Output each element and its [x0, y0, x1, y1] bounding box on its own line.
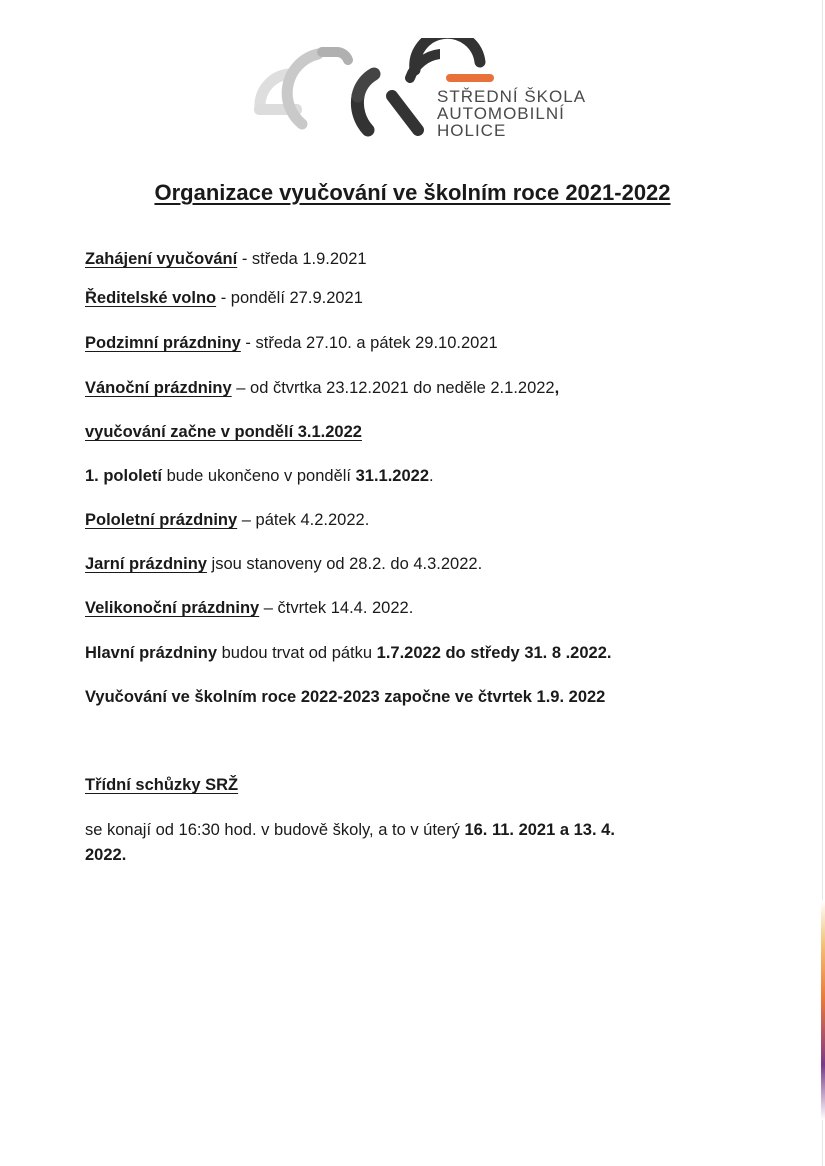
item-bold-start: Hlavní prázdniny [85, 644, 218, 662]
item-first-term-end [85, 467, 745, 486]
meetings-heading: Třídní schůzky SRŽ [85, 776, 239, 794]
meetings-text-line [85, 821, 745, 840]
item-bold-start: Vyučování ve školním roce 2022-2023 započne ve čtvrtek 1.9. 2022 [85, 688, 606, 706]
item-label: Ředitelské volno [85, 289, 217, 307]
item-start [85, 250, 745, 269]
item-spring-holidays [85, 555, 745, 574]
item-autumn-holidays [85, 334, 745, 353]
item-easter-holidays [85, 599, 745, 618]
item-label: Zahájení vyučování [85, 250, 238, 268]
meetings-dates: 16. 11. 2021 a 13. 4. [464, 821, 615, 839]
item-text: bude ukončeno v pondělí [162, 467, 356, 485]
meetings-text-line-2 [85, 846, 745, 865]
item-text: budou trvat od pátku [217, 644, 377, 662]
logo-line-1: STŘEDNÍ ŠKOLA [437, 87, 587, 106]
item-text: - středa 27.10. a pátek 29.10.2021 [240, 334, 498, 352]
item-text: - středa 1.9.2021 [237, 250, 367, 268]
item-text: – pátek 4.2.2022. [237, 511, 370, 529]
item-label: vyučování začne v pondělí 3.1.2022 [85, 423, 362, 441]
scan-color-strip [821, 900, 825, 1120]
item-label: Jarní prázdniny [85, 555, 207, 573]
item-bold-end: 1.7.2022 do středy 31. 8 .2022. [376, 644, 612, 662]
item-label: Podzimní prázdniny [85, 334, 241, 352]
item-label: Vánoční prázdniny [85, 379, 232, 397]
item-text-end: . [429, 467, 434, 485]
meetings-text: se konají od 16:30 hod. v budově školy, a to v úterý [85, 821, 465, 839]
logo-line-2: AUTOMOBILNÍ [437, 104, 565, 123]
logo-line-3: HOLICE [437, 121, 507, 140]
item-midterm-holidays [85, 511, 745, 530]
item-text: - pondělí 27.9.2021 [216, 289, 363, 307]
item-text: jsou stanoveny od 28.2. do 4.3.2022. [206, 555, 483, 573]
item-label: Velikonoční prázdniny [85, 599, 260, 617]
item-text: – čtvrtek 14.4. 2022. [259, 599, 414, 617]
school-logo [240, 38, 600, 148]
meetings-dates-cont: 2022. [85, 846, 127, 864]
item-text: – od čtvrtka 23.12.2021 do neděle 2.1.2022 [231, 379, 555, 397]
logo-text [437, 88, 586, 139]
meetings-heading-line [85, 776, 745, 795]
page-title: Organizace vyučování ve školním roce 2021-2022 [154, 180, 671, 205]
item-label: Pololetní prázdniny [85, 511, 238, 529]
item-summer-holidays [85, 644, 745, 663]
item-bold-end: 31.1.2022 [355, 467, 429, 485]
item-next-year-start [85, 688, 745, 707]
item-director-leave [85, 289, 745, 308]
item-classes-resume [85, 423, 745, 442]
item-christmas-holidays [85, 379, 745, 398]
item-bold-start: 1. pololetí [85, 467, 163, 485]
item-text-end: , [554, 379, 560, 397]
